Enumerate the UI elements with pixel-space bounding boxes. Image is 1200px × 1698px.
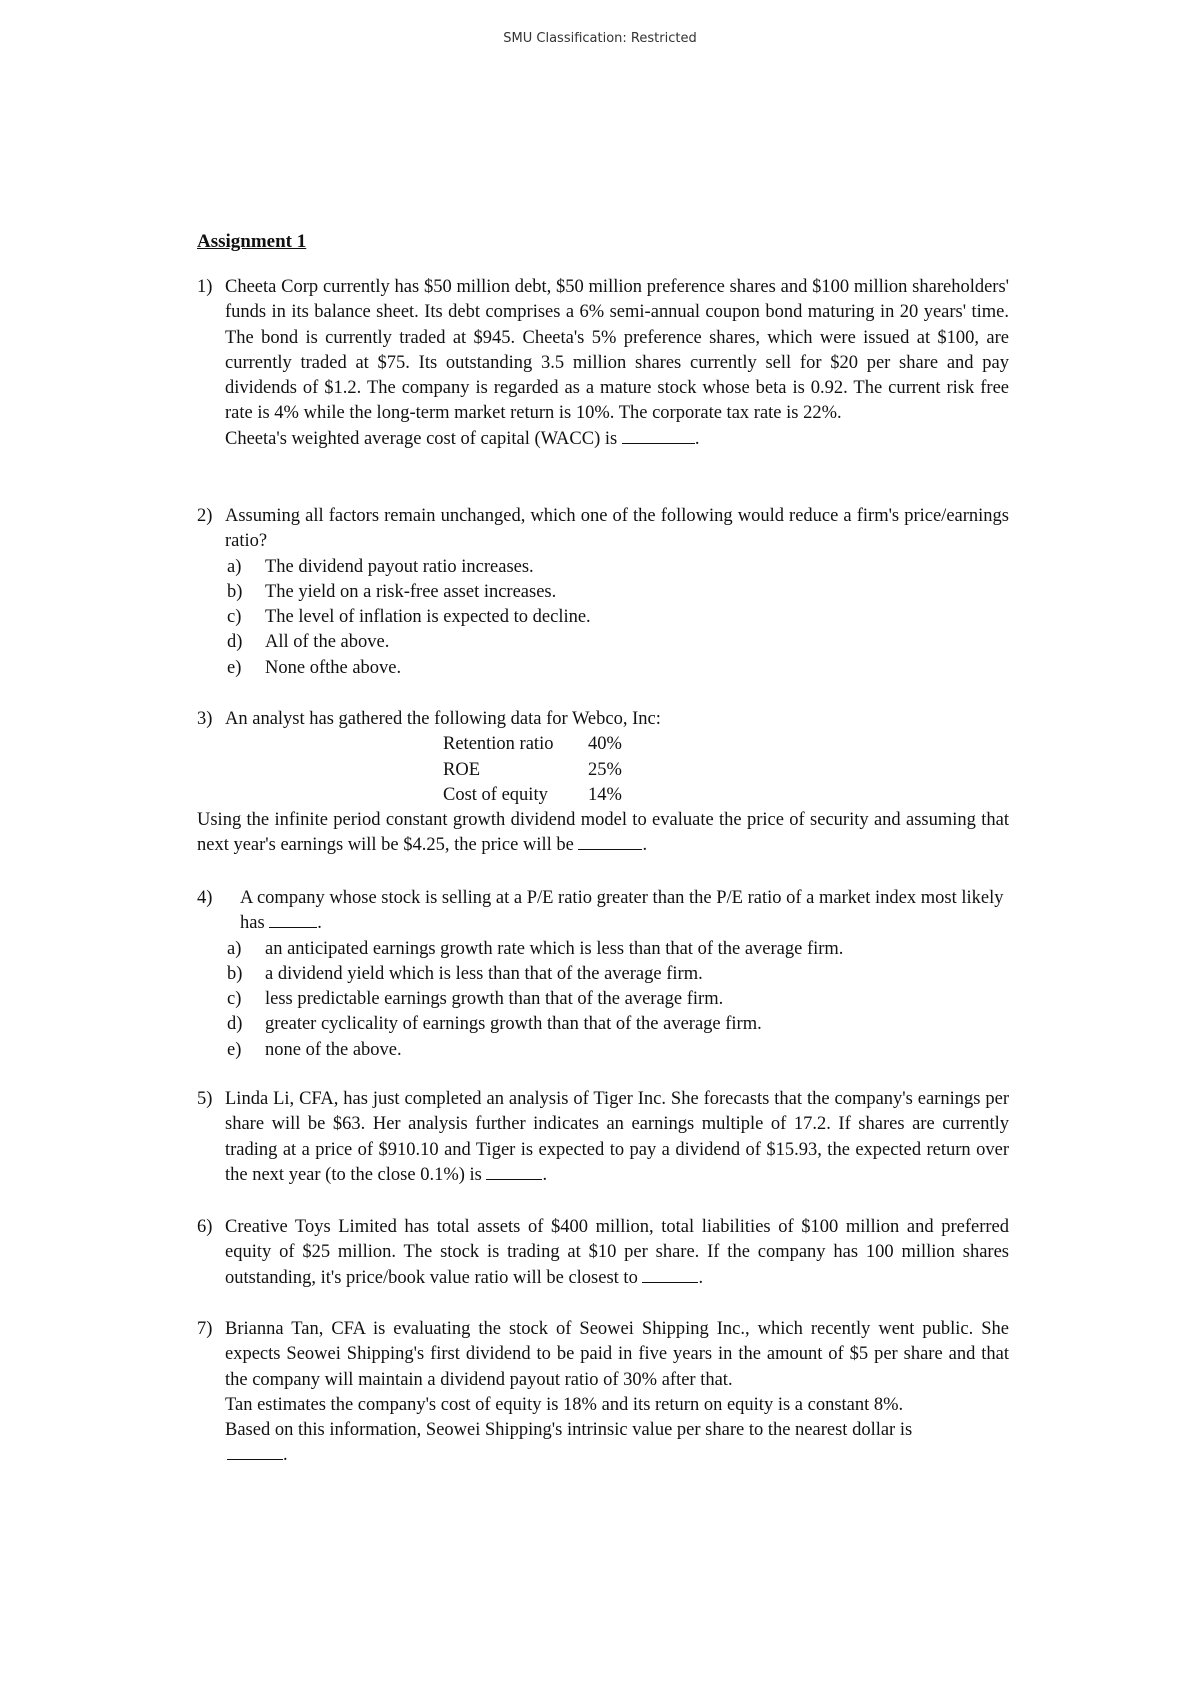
- question-number: 1): [197, 277, 213, 297]
- option-letter: e): [227, 657, 242, 678]
- question-6: [197, 1215, 1009, 1291]
- data-label: Retention ratio: [443, 734, 554, 755]
- question-followup: [197, 808, 1009, 859]
- table-row: [443, 732, 622, 757]
- option-letter: a): [227, 938, 242, 959]
- option-text: The yield on a risk-free asset increases.: [265, 581, 557, 602]
- question-text: An analyst has gathered the following data for Webco, Inc:: [225, 709, 661, 729]
- prompt-end: .: [283, 1445, 288, 1466]
- prompt-text: Linda Li, CFA, has just completed an analysis of Tiger Inc. She forecasts that the company's earnings per share will be $63. Her analysis further indicates an earnings multiple of 17.2. If shares are currently trading at a price of $910.10 and Tiger is expected to pay a dividend of $15.93, the expected return over the next year (to the close 0.1%) is: [225, 1089, 1009, 1185]
- table-row: [443, 783, 622, 808]
- prompt-text: Creative Toys Limited has total assets of $400 million, total liabilities of $100 million and preferred equity of $25 million. The stock is trading at $10 per share. If the company has 100 million shares outstanding, it's price/book value ratio will be closest to: [225, 1217, 1009, 1288]
- question-text: [225, 1215, 1009, 1291]
- option-item: [225, 1012, 1009, 1037]
- question-text: [240, 886, 1009, 937]
- data-value: 25%: [588, 759, 622, 780]
- option-item: [225, 605, 1009, 630]
- option-item: [225, 987, 1009, 1012]
- question-4: [197, 886, 1009, 1063]
- question-7: [197, 1317, 1009, 1469]
- option-item: [225, 555, 1009, 580]
- option-text: greater cyclicality of earnings growth than that of the average firm.: [265, 1014, 762, 1035]
- data-value: 40%: [588, 734, 622, 755]
- question-number: 6): [197, 1217, 213, 1237]
- option-letter: c): [227, 989, 242, 1010]
- prompt-end: .: [698, 1267, 704, 1288]
- option-text: None ofthe above.: [265, 657, 402, 678]
- option-letter: d): [227, 1014, 243, 1035]
- option-item: [225, 580, 1009, 605]
- option-letter: a): [227, 556, 242, 577]
- classification-header: SMU Classification: Restricted: [503, 31, 697, 46]
- option-list: [225, 555, 1009, 681]
- question-text: Cheeta Corp currently has $50 million debt, $50 million preference shares and $100 million shareholders' funds in its balance sheet. Its debt comprises a 6% semi-annual coupon bond maturing in 20 years' time. The bond is currently traded at $945. Cheeta's 5% preference shares, which were issued at $100, are currently traded at $75. Its outstanding 3.5 million shares currently sell for $20 per share and pay dividends of $1.2. The company is regarded as a mature stock whose beta is 0.92. The current risk free rate is 4% while the long-term market return is 10%. The corporate tax rate is 22%.: [225, 277, 1009, 424]
- question-2: [197, 504, 1009, 681]
- table-row: [443, 758, 622, 783]
- data-value: 14%: [588, 784, 622, 805]
- option-text: a dividend yield which is less than that of the average firm.: [265, 963, 703, 984]
- question-number: 7): [197, 1319, 213, 1339]
- assignment-title: Assignment 1: [197, 231, 307, 252]
- data-label: ROE: [443, 759, 480, 780]
- question-text: [225, 1087, 1009, 1188]
- question-1: [197, 275, 1009, 452]
- prompt-text: Cheeta's weighted average cost of capital (WACC) is: [225, 428, 618, 449]
- answer-blank: [227, 1443, 283, 1460]
- option-text: The dividend payout ratio increases.: [265, 556, 534, 577]
- prompt-text: Based on this information, Seowei Shipping's intrinsic value per share to the nearest dollar is: [225, 1420, 913, 1441]
- option-letter: b): [227, 581, 243, 602]
- data-label: Cost of equity: [443, 784, 548, 805]
- option-text: The level of inflation is expected to decline.: [265, 607, 591, 628]
- prompt-end: .: [317, 913, 322, 934]
- option-text: All of the above.: [265, 632, 390, 653]
- option-text: none of the above.: [265, 1039, 402, 1060]
- question-number: 5): [197, 1089, 213, 1109]
- option-item: [225, 962, 1009, 987]
- option-item: [225, 1038, 1009, 1063]
- answer-blank: [622, 427, 695, 444]
- prompt-end: .: [642, 835, 648, 856]
- question-prompt: [225, 427, 1009, 452]
- question-prompt: [225, 1418, 1009, 1443]
- question-number: 3): [197, 709, 213, 729]
- question-number: 2): [197, 506, 213, 526]
- question-3: [197, 707, 1009, 859]
- answer-blank: [642, 1266, 698, 1283]
- option-letter: c): [227, 607, 242, 628]
- option-letter: d): [227, 632, 243, 653]
- answer-line: [225, 1443, 1009, 1468]
- question-5: [197, 1087, 1009, 1188]
- question-number: 4): [197, 888, 213, 908]
- webco-data-table: [443, 732, 622, 808]
- question-text: Brianna Tan, CFA is evaluating the stock of Seowei Shipping Inc., which recently went public. She expects Seowei Shipping's first dividend to be paid in five years in the amount of $5 per share and that the company will maintain a dividend payout ratio of 30% after that.: [225, 1319, 1009, 1390]
- option-item: [225, 937, 1009, 962]
- prompt-end: .: [694, 428, 700, 449]
- option-text: an anticipated earnings growth rate which is less than that of the average firm.: [265, 938, 844, 959]
- question-text-2: Tan estimates the company's cost of equity is 18% and its return on equity is a constant 8%.: [225, 1394, 904, 1415]
- prompt-text: A company whose stock is selling at a P/E ratio greater than the P/E ratio of a market index most likely has: [240, 888, 1004, 934]
- option-item: [225, 656, 1009, 681]
- answer-blank: [486, 1163, 542, 1180]
- followup-text: Using the infinite period constant growth dividend model to evaluate the price of security and assuming that next year's earnings will be $4.25, the price will be: [197, 810, 1009, 856]
- option-letter: e): [227, 1039, 242, 1060]
- question-text: Assuming all factors remain unchanged, which one of the following would reduce a firm's price/earnings ratio?: [225, 506, 1009, 552]
- prompt-end: .: [542, 1164, 548, 1185]
- option-item: [225, 630, 1009, 655]
- answer-blank: [269, 911, 317, 928]
- option-text: less predictable earnings growth than that of the average firm.: [265, 989, 724, 1010]
- option-list: [225, 937, 1009, 1063]
- option-letter: b): [227, 963, 243, 984]
- answer-blank: [578, 833, 642, 850]
